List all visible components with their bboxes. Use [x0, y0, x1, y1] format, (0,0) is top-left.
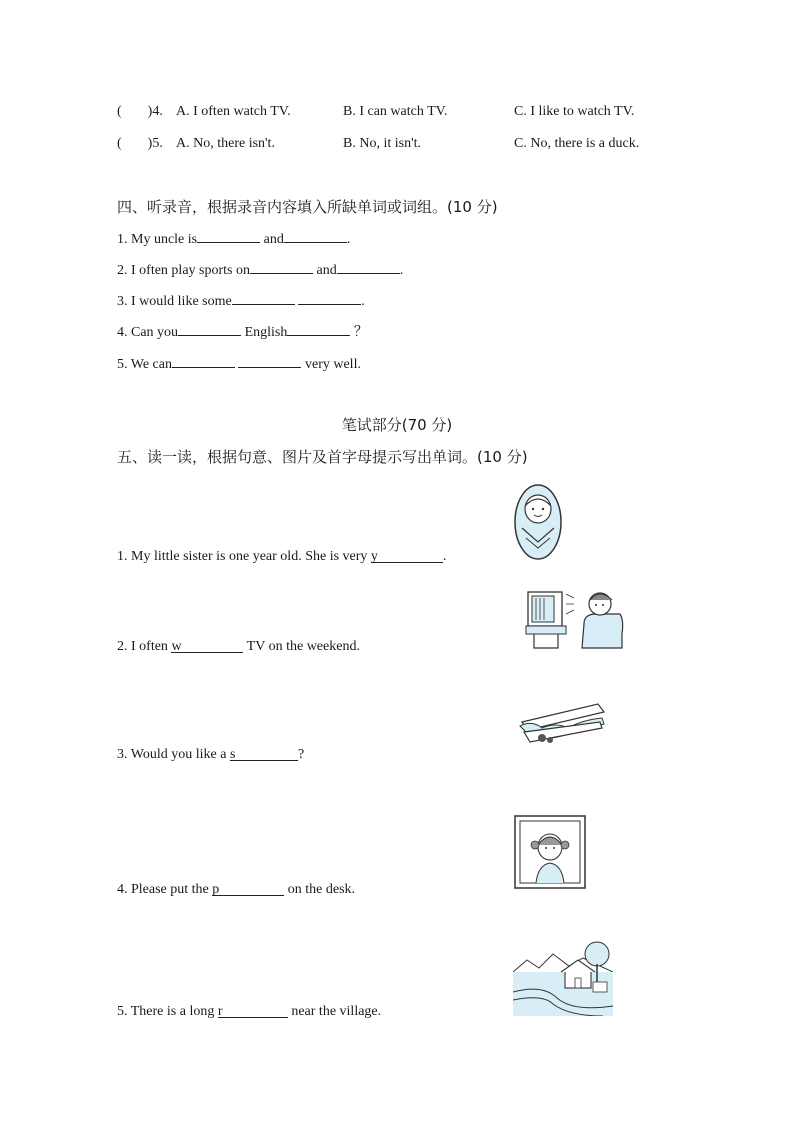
option-b: B. No, it isn't.: [343, 136, 421, 151]
fill-item-4: 4. Can you English ？: [117, 321, 368, 342]
section-5-heading: 五、读一读，根据句意、图片及首字母提示写出单词。(10 分): [117, 448, 528, 466]
blank-field[interactable]: [178, 321, 241, 336]
letter-blank[interactable]: w: [171, 638, 243, 653]
blank-field[interactable]: [287, 321, 350, 336]
word-item-5: 5. There is a long r near the village.: [117, 1004, 382, 1019]
option-c: C. No, there is a duck.: [514, 136, 640, 151]
fill-item-2: 2. I often play sports on and .: [117, 259, 403, 280]
answer-paren[interactable]: ( ): [117, 104, 153, 119]
tv-watching-icon: [524, 584, 628, 652]
river-village-icon: [513, 938, 613, 1016]
blank-field[interactable]: [172, 353, 235, 368]
blank-field[interactable]: [250, 259, 313, 274]
question-number: 5.: [152, 136, 163, 151]
option-a: A. No, there isn't.: [176, 136, 275, 151]
baby-icon: [512, 482, 564, 562]
sandwich-icon: [512, 698, 608, 750]
fill-item-3: 3. I would like some .: [117, 290, 365, 311]
fill-item-5: 5. We can very well.: [117, 353, 361, 374]
fill-item-1: 1. My uncle is and .: [117, 228, 350, 249]
question-row-5: [117, 135, 163, 153]
section-4-heading: 四、听录音，根据录音内容填入所缺单词或词组。(10 分): [117, 198, 498, 216]
blank-field[interactable]: [197, 228, 260, 243]
letter-blank[interactable]: r: [218, 1003, 288, 1018]
question-number: 4.: [152, 104, 163, 119]
question-row-4: [117, 103, 163, 121]
option-c: C. I like to watch TV.: [514, 104, 635, 119]
word-item-4: 4. Please put the p on the desk.: [117, 882, 356, 897]
word-item-2: 2. I often w TV on the weekend.: [117, 639, 360, 654]
blank-field[interactable]: [232, 290, 295, 305]
picture-frame-icon: [514, 815, 586, 889]
letter-blank[interactable]: s: [230, 746, 298, 761]
answer-paren[interactable]: ( ): [117, 136, 153, 151]
option-b: B. I can watch TV.: [343, 104, 448, 119]
option-a: A. I often watch TV.: [176, 104, 291, 119]
blank-field[interactable]: [284, 228, 347, 243]
blank-field[interactable]: [337, 259, 400, 274]
word-item-1: 1. My little sister is one year old. She is very y .: [117, 549, 447, 564]
blank-field[interactable]: [298, 290, 361, 305]
word-item-3: 3. Would you like a s ?: [117, 747, 305, 762]
written-part-title: 笔试部分(70 分): [341, 416, 453, 434]
blank-field[interactable]: [238, 353, 301, 368]
letter-blank[interactable]: p: [212, 881, 284, 896]
letter-blank[interactable]: y: [371, 548, 443, 563]
